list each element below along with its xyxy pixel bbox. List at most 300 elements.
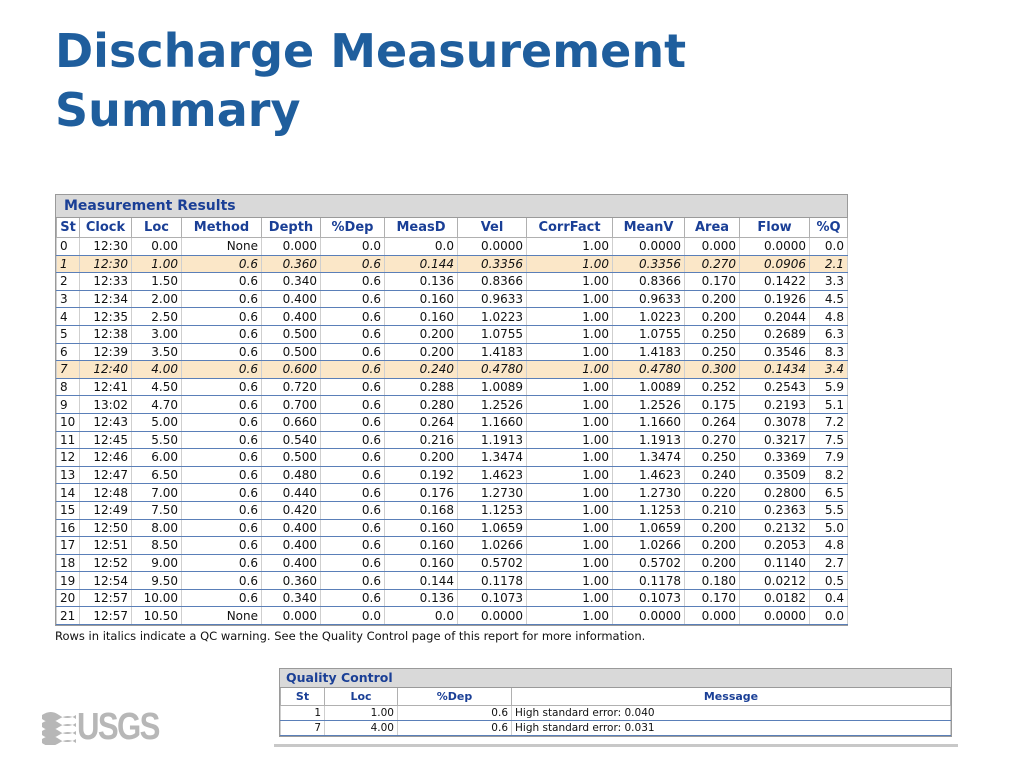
table-cell: 0.6 xyxy=(182,396,262,414)
table-cell: 1.00 xyxy=(527,431,613,449)
table-cell: 3.3 xyxy=(810,273,848,291)
table-row xyxy=(57,501,848,519)
table-cell: 0.1422 xyxy=(740,273,810,291)
table-cell: None xyxy=(182,238,262,256)
table-cell: 2.00 xyxy=(132,290,182,308)
table-cell: 0.0212 xyxy=(740,572,810,590)
table-cell: 0.200 xyxy=(685,290,740,308)
table-cell: 0.288 xyxy=(385,378,458,396)
table-cell: 1.4623 xyxy=(613,466,685,484)
qc-cell: 7 xyxy=(281,721,325,736)
table-cell: 1.1253 xyxy=(613,501,685,519)
table-cell: 0.252 xyxy=(685,378,740,396)
table-cell: 0.176 xyxy=(385,484,458,502)
table-row xyxy=(57,572,848,590)
table-cell: 7.2 xyxy=(810,413,848,431)
table-row xyxy=(57,431,848,449)
table-cell: 0.6 xyxy=(182,484,262,502)
table-cell: 0.1434 xyxy=(740,361,810,379)
table-cell: 1.00 xyxy=(527,308,613,326)
table-cell: 10 xyxy=(57,413,80,431)
table-cell: 0.700 xyxy=(262,396,321,414)
table-cell: 0.0182 xyxy=(740,589,810,607)
table-cell: 0.000 xyxy=(685,238,740,256)
table-cell: 0.0000 xyxy=(740,238,810,256)
slide-title xyxy=(55,22,686,140)
table-cell: 0.6 xyxy=(182,378,262,396)
table-cell: 0.216 xyxy=(385,431,458,449)
table-cell: 0.8366 xyxy=(613,273,685,291)
table-cell: 1.0755 xyxy=(613,325,685,343)
table-cell: 0.000 xyxy=(685,607,740,625)
table-cell: 12:41 xyxy=(80,378,132,396)
table-cell: 0.340 xyxy=(262,589,321,607)
table-cell: 6 xyxy=(57,343,80,361)
table-cell: 14 xyxy=(57,484,80,502)
table-cell: 0.136 xyxy=(385,589,458,607)
slide-title-line1: Discharge Measurement xyxy=(55,24,687,78)
table-cell: 0.3546 xyxy=(740,343,810,361)
table-cell: 1.0659 xyxy=(458,519,527,537)
qc-warning-note: Rows in italics indicate a QC warning. See the Quality Control page of this report for more information. xyxy=(55,629,646,643)
table-cell: 13 xyxy=(57,466,80,484)
table-cell: 1.00 xyxy=(527,466,613,484)
table-cell: 1.1660 xyxy=(613,413,685,431)
table-cell: 0.5702 xyxy=(458,554,527,572)
table-cell: 0.6 xyxy=(321,290,385,308)
results-column-header: Method xyxy=(182,218,262,238)
table-cell: 12:35 xyxy=(80,308,132,326)
table-cell: 0.6 xyxy=(182,273,262,291)
table-cell: 5.0 xyxy=(810,519,848,537)
table-cell: 0.500 xyxy=(262,343,321,361)
table-cell: 0 xyxy=(57,238,80,256)
table-cell: 0.2132 xyxy=(740,519,810,537)
table-cell: 1.4183 xyxy=(613,343,685,361)
table-row xyxy=(57,519,848,537)
table-cell: 0.540 xyxy=(262,431,321,449)
qc-row xyxy=(281,721,951,736)
table-cell: 11 xyxy=(57,431,80,449)
table-cell: 9.00 xyxy=(132,554,182,572)
qc-cell: 0.6 xyxy=(398,706,512,721)
results-column-header: CorrFact xyxy=(527,218,613,238)
table-cell: 1.00 xyxy=(527,343,613,361)
table-cell: 12:47 xyxy=(80,466,132,484)
table-cell: 0.0000 xyxy=(613,238,685,256)
table-cell: 1.00 xyxy=(527,325,613,343)
table-cell: 0.6 xyxy=(182,466,262,484)
table-cell: 0.6 xyxy=(182,449,262,467)
qc-column-header: Message xyxy=(512,688,951,706)
table-cell: 0.4 xyxy=(810,589,848,607)
table-cell: 0.192 xyxy=(385,466,458,484)
table-cell: 0.440 xyxy=(262,484,321,502)
table-cell: 4.8 xyxy=(810,537,848,555)
table-cell: 0.6 xyxy=(321,255,385,273)
table-cell: 3.50 xyxy=(132,343,182,361)
table-cell: 0.3217 xyxy=(740,431,810,449)
table-cell: 12:49 xyxy=(80,501,132,519)
table-cell: 1.0089 xyxy=(613,378,685,396)
table-cell: 0.136 xyxy=(385,273,458,291)
table-cell: None xyxy=(182,607,262,625)
table-cell: 0.210 xyxy=(685,501,740,519)
table-cell: 1.50 xyxy=(132,273,182,291)
table-row xyxy=(57,343,848,361)
table-cell: 0.6 xyxy=(321,431,385,449)
measurement-results-title: Measurement Results xyxy=(56,195,847,218)
table-cell: 0.6 xyxy=(321,396,385,414)
table-cell: 0.300 xyxy=(685,361,740,379)
table-cell: 5 xyxy=(57,325,80,343)
table-cell: 1.00 xyxy=(527,519,613,537)
results-column-header: %Q xyxy=(810,218,848,238)
table-cell: 0.6 xyxy=(321,361,385,379)
table-cell: 0.6 xyxy=(182,308,262,326)
table-cell: 0.360 xyxy=(262,255,321,273)
results-column-header: MeasD xyxy=(385,218,458,238)
table-cell: 0.3356 xyxy=(613,255,685,273)
table-cell: 0.3356 xyxy=(458,255,527,273)
table-cell: 0.360 xyxy=(262,572,321,590)
qc-cell: High standard error: 0.031 xyxy=(512,721,951,736)
table-cell: 0.160 xyxy=(385,519,458,537)
table-cell: 3 xyxy=(57,290,80,308)
table-row xyxy=(57,466,848,484)
qc-cell: 1 xyxy=(281,706,325,721)
table-cell: 1.00 xyxy=(527,378,613,396)
results-column-header: Clock xyxy=(80,218,132,238)
quality-control-panel xyxy=(279,668,952,737)
table-cell: 0.6 xyxy=(321,554,385,572)
table-cell: 1.3474 xyxy=(458,449,527,467)
table-cell: 10.00 xyxy=(132,589,182,607)
results-column-header: St xyxy=(57,218,80,238)
table-cell: 1.00 xyxy=(527,554,613,572)
table-cell: 0.00 xyxy=(132,238,182,256)
results-column-header: Loc xyxy=(132,218,182,238)
table-cell: 19 xyxy=(57,572,80,590)
table-cell: 7.9 xyxy=(810,449,848,467)
table-cell: 4.00 xyxy=(132,361,182,379)
table-cell: 8.2 xyxy=(810,466,848,484)
table-cell: 2.50 xyxy=(132,308,182,326)
table-cell: 0.6 xyxy=(182,361,262,379)
table-row xyxy=(57,378,848,396)
table-cell: 5.5 xyxy=(810,501,848,519)
table-cell: 1.00 xyxy=(527,361,613,379)
table-row xyxy=(57,308,848,326)
table-cell: 3.4 xyxy=(810,361,848,379)
results-column-header: %Dep xyxy=(321,218,385,238)
table-cell: 0.9633 xyxy=(458,290,527,308)
table-cell: 0.200 xyxy=(685,308,740,326)
table-row xyxy=(57,589,848,607)
table-cell: 9 xyxy=(57,396,80,414)
table-cell: 0.170 xyxy=(685,589,740,607)
table-cell: 1.00 xyxy=(527,396,613,414)
results-column-header: Flow xyxy=(740,218,810,238)
table-cell: 0.000 xyxy=(262,238,321,256)
qc-column-header: St xyxy=(281,688,325,706)
table-cell: 0.2689 xyxy=(740,325,810,343)
table-cell: 0.6 xyxy=(321,449,385,467)
table-cell: 0.240 xyxy=(385,361,458,379)
table-cell: 0.6 xyxy=(321,484,385,502)
table-cell: 0.1178 xyxy=(613,572,685,590)
table-cell: 5.1 xyxy=(810,396,848,414)
table-cell: 0.200 xyxy=(385,449,458,467)
results-column-header: Area xyxy=(685,218,740,238)
table-cell: 0.3078 xyxy=(740,413,810,431)
table-cell: 4.5 xyxy=(810,290,848,308)
table-cell: 8.3 xyxy=(810,343,848,361)
table-cell: 0.6 xyxy=(182,554,262,572)
table-cell: 0.180 xyxy=(685,572,740,590)
qc-cell: 0.6 xyxy=(398,721,512,736)
table-cell: 0.9633 xyxy=(613,290,685,308)
table-cell: 0.2053 xyxy=(740,537,810,555)
table-cell: 12:38 xyxy=(80,325,132,343)
table-cell: 0.400 xyxy=(262,537,321,555)
table-row xyxy=(57,537,848,555)
table-cell: 0.6 xyxy=(182,431,262,449)
table-cell: 0.6 xyxy=(321,343,385,361)
table-cell: 1.00 xyxy=(132,255,182,273)
table-cell: 0.480 xyxy=(262,466,321,484)
table-cell: 1.1253 xyxy=(458,501,527,519)
table-cell: 12:30 xyxy=(80,255,132,273)
results-body xyxy=(57,238,848,625)
measurement-results-panel xyxy=(55,194,848,626)
table-cell: 0.200 xyxy=(685,537,740,555)
table-cell: 0.6 xyxy=(321,273,385,291)
table-row xyxy=(57,484,848,502)
table-cell: 0.270 xyxy=(685,255,740,273)
table-cell: 4.50 xyxy=(132,378,182,396)
table-cell: 12:39 xyxy=(80,343,132,361)
table-row xyxy=(57,607,848,625)
table-cell: 0.0906 xyxy=(740,255,810,273)
table-cell: 0.170 xyxy=(685,273,740,291)
table-cell: 5.50 xyxy=(132,431,182,449)
table-cell: 6.00 xyxy=(132,449,182,467)
usgs-waves-icon xyxy=(42,709,76,745)
table-cell: 1 xyxy=(57,255,80,273)
table-cell: 1.00 xyxy=(527,290,613,308)
table-cell: 16 xyxy=(57,519,80,537)
table-cell: 0.0 xyxy=(385,238,458,256)
table-cell: 17 xyxy=(57,537,80,555)
table-cell: 12:50 xyxy=(80,519,132,537)
table-cell: 2.7 xyxy=(810,554,848,572)
qc-cell: High standard error: 0.040 xyxy=(512,706,951,721)
table-cell: 20 xyxy=(57,589,80,607)
table-cell: 0.6 xyxy=(182,343,262,361)
table-cell: 1.2730 xyxy=(613,484,685,502)
table-cell: 1.00 xyxy=(527,413,613,431)
table-cell: 1.2730 xyxy=(458,484,527,502)
table-cell: 0.6 xyxy=(182,519,262,537)
table-cell: 12 xyxy=(57,449,80,467)
table-cell: 0.250 xyxy=(685,449,740,467)
table-cell: 2 xyxy=(57,273,80,291)
table-cell: 0.200 xyxy=(685,554,740,572)
table-cell: 1.00 xyxy=(527,589,613,607)
table-row xyxy=(57,325,848,343)
table-cell: 8 xyxy=(57,378,80,396)
table-row xyxy=(57,413,848,431)
table-cell: 1.0089 xyxy=(458,378,527,396)
table-cell: 1.0659 xyxy=(613,519,685,537)
table-cell: 1.2526 xyxy=(613,396,685,414)
table-row xyxy=(57,238,848,256)
table-cell: 0.6 xyxy=(321,325,385,343)
table-cell: 0.250 xyxy=(685,325,740,343)
table-cell: 0.400 xyxy=(262,554,321,572)
table-cell: 12:48 xyxy=(80,484,132,502)
usgs-logo xyxy=(42,707,177,747)
table-cell: 0.6 xyxy=(321,466,385,484)
table-cell: 0.0000 xyxy=(740,607,810,625)
results-column-header: Depth xyxy=(262,218,321,238)
table-cell: 12:40 xyxy=(80,361,132,379)
table-cell: 0.6 xyxy=(182,589,262,607)
table-cell: 0.660 xyxy=(262,413,321,431)
table-cell: 1.00 xyxy=(527,501,613,519)
table-cell: 7 xyxy=(57,361,80,379)
table-cell: 0.2800 xyxy=(740,484,810,502)
table-cell: 0.1178 xyxy=(458,572,527,590)
table-cell: 1.4623 xyxy=(458,466,527,484)
table-cell: 0.1073 xyxy=(458,589,527,607)
table-cell: 0.8366 xyxy=(458,273,527,291)
table-row xyxy=(57,290,848,308)
table-cell: 2.1 xyxy=(810,255,848,273)
table-cell: 1.4183 xyxy=(458,343,527,361)
table-cell: 1.0266 xyxy=(613,537,685,555)
table-cell: 0.0000 xyxy=(458,238,527,256)
table-cell: 0.0 xyxy=(321,238,385,256)
table-cell: 0.500 xyxy=(262,325,321,343)
table-cell: 12:30 xyxy=(80,238,132,256)
table-cell: 0.600 xyxy=(262,361,321,379)
table-cell: 0.160 xyxy=(385,537,458,555)
table-cell: 1.0223 xyxy=(458,308,527,326)
table-cell: 0.6 xyxy=(182,325,262,343)
results-column-header: MeanV xyxy=(613,218,685,238)
table-cell: 6.50 xyxy=(132,466,182,484)
table-cell: 0.168 xyxy=(385,501,458,519)
table-cell: 0.1140 xyxy=(740,554,810,572)
table-cell: 0.200 xyxy=(385,343,458,361)
table-cell: 5.00 xyxy=(132,413,182,431)
table-cell: 0.500 xyxy=(262,449,321,467)
table-cell: 1.00 xyxy=(527,537,613,555)
table-cell: 1.0223 xyxy=(613,308,685,326)
table-cell: 10.50 xyxy=(132,607,182,625)
table-cell: 4.8 xyxy=(810,308,848,326)
table-cell: 15 xyxy=(57,501,80,519)
usgs-logo-text: USGS xyxy=(77,705,159,748)
table-cell: 9.50 xyxy=(132,572,182,590)
table-cell: 6.3 xyxy=(810,325,848,343)
table-cell: 0.2193 xyxy=(740,396,810,414)
table-cell: 0.220 xyxy=(685,484,740,502)
table-cell: 7.00 xyxy=(132,484,182,502)
table-cell: 1.0755 xyxy=(458,325,527,343)
table-cell: 7.5 xyxy=(810,431,848,449)
table-cell: 12:57 xyxy=(80,607,132,625)
table-cell: 1.00 xyxy=(527,572,613,590)
table-cell: 0.720 xyxy=(262,378,321,396)
table-cell: 0.340 xyxy=(262,273,321,291)
table-cell: 0.5 xyxy=(810,572,848,590)
table-cell: 21 xyxy=(57,607,80,625)
qc-cell: 1.00 xyxy=(325,706,398,721)
table-cell: 12:45 xyxy=(80,431,132,449)
table-cell: 0.200 xyxy=(685,519,740,537)
table-cell: 3.00 xyxy=(132,325,182,343)
table-cell: 0.0 xyxy=(321,607,385,625)
table-cell: 0.3509 xyxy=(740,466,810,484)
table-cell: 0.264 xyxy=(685,413,740,431)
table-cell: 0.6 xyxy=(182,537,262,555)
table-cell: 0.6 xyxy=(321,378,385,396)
table-cell: 12:43 xyxy=(80,413,132,431)
table-cell: 4 xyxy=(57,308,80,326)
table-cell: 1.00 xyxy=(527,273,613,291)
table-cell: 0.6 xyxy=(321,589,385,607)
table-cell: 1.1913 xyxy=(458,431,527,449)
table-cell: 0.6 xyxy=(182,255,262,273)
table-cell: 0.4780 xyxy=(613,361,685,379)
table-row-warning xyxy=(57,255,848,273)
table-cell: 12:52 xyxy=(80,554,132,572)
results-column-header: Vel xyxy=(458,218,527,238)
table-cell: 0.144 xyxy=(385,255,458,273)
table-cell: 0.3369 xyxy=(740,449,810,467)
table-cell: 1.3474 xyxy=(613,449,685,467)
table-cell: 0.6 xyxy=(321,501,385,519)
table-cell: 1.2526 xyxy=(458,396,527,414)
table-cell: 0.420 xyxy=(262,501,321,519)
table-cell: 7.50 xyxy=(132,501,182,519)
qc-cell: 4.00 xyxy=(325,721,398,736)
table-cell: 1.0266 xyxy=(458,537,527,555)
results-header-row xyxy=(57,218,848,238)
table-cell: 1.1913 xyxy=(613,431,685,449)
table-cell: 0.4780 xyxy=(458,361,527,379)
table-cell: 0.160 xyxy=(385,554,458,572)
table-cell: 12:34 xyxy=(80,290,132,308)
table-cell: 5.9 xyxy=(810,378,848,396)
table-cell: 0.6 xyxy=(321,572,385,590)
table-cell: 6.5 xyxy=(810,484,848,502)
slide-title-line2: Summary xyxy=(55,83,301,137)
table-cell: 0.400 xyxy=(262,308,321,326)
table-cell: 8.00 xyxy=(132,519,182,537)
table-row xyxy=(57,273,848,291)
table-cell: 0.200 xyxy=(385,325,458,343)
table-cell: 0.6 xyxy=(182,501,262,519)
table-cell: 0.6 xyxy=(321,537,385,555)
table-cell: 0.400 xyxy=(262,290,321,308)
measurement-results-table xyxy=(56,218,848,625)
table-cell: 0.1926 xyxy=(740,290,810,308)
table-cell: 0.160 xyxy=(385,290,458,308)
